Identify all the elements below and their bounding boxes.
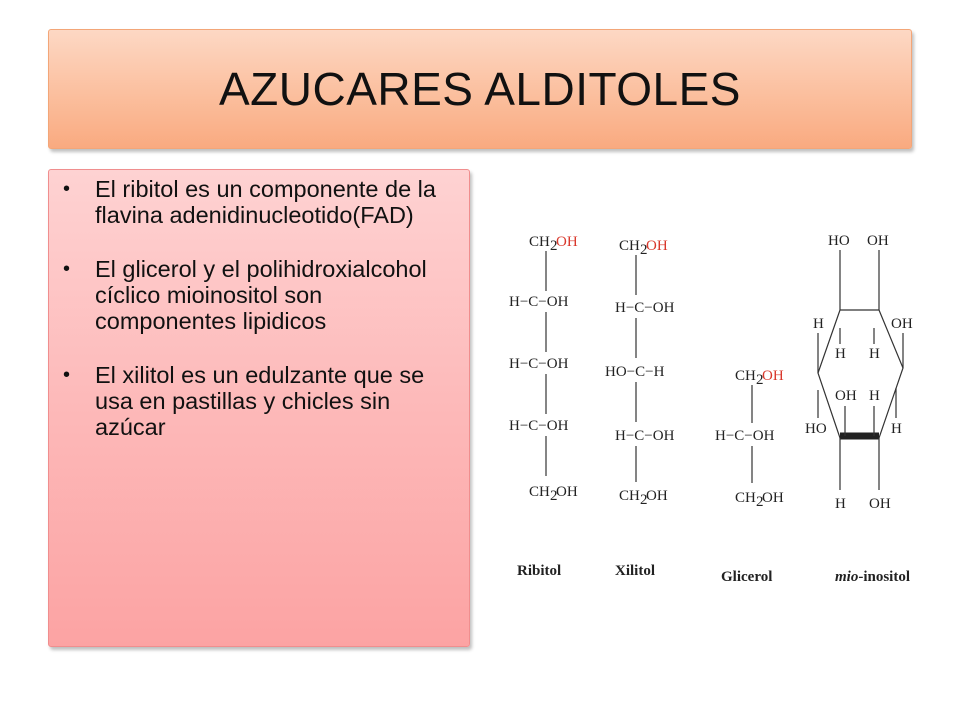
ribitol-c3: H−C−OH xyxy=(509,356,569,372)
alditol-structures-figure xyxy=(495,178,925,598)
xilitol-top-sub: 2 xyxy=(640,242,648,258)
ribitol-top-sub: 2 xyxy=(550,238,558,254)
xilitol-top-ch2: CH xyxy=(619,238,640,254)
ribitol-label: Ribitol xyxy=(517,563,562,579)
glicerol-c2: H−C−OH xyxy=(715,428,775,444)
xilitol-bottom-oh: OH xyxy=(646,488,668,504)
xilitol-bottom-ch2: CH xyxy=(619,488,640,504)
bullet-icon: • xyxy=(63,178,71,200)
bullet-item-xilitol xyxy=(59,362,455,440)
structures-svg xyxy=(495,178,925,598)
bullet-icon: • xyxy=(63,258,71,280)
mio-inositol-structure xyxy=(805,233,913,585)
xilitol-top-oh: OH xyxy=(646,238,668,254)
inositol-bottom-oh: OH xyxy=(869,496,891,512)
glicerol-label: Glicerol xyxy=(721,569,773,585)
xilitol-c4: H−C−OH xyxy=(615,428,675,444)
inositol-bottom-h: H xyxy=(835,496,846,512)
ribitol-c4: H−C−OH xyxy=(509,418,569,434)
bullet-text: El xilitol es un edulzante que se usa en pastillas y chicles sin azúcar xyxy=(95,362,425,440)
glicerol-bottom-oh: OH xyxy=(762,490,784,506)
ribitol-bottom-oh: OH xyxy=(556,484,578,500)
inositol-lower-ho: HO xyxy=(805,421,827,437)
ribitol-bottom-ch2: CH xyxy=(529,484,550,500)
inositol-label-prefix: mio xyxy=(835,569,859,585)
inositol-left-h: H xyxy=(813,316,824,332)
ribitol-c2: H−C−OH xyxy=(509,294,569,310)
slide-title: AZUCARES ALDITOLES xyxy=(219,63,741,115)
xilitol-structure xyxy=(605,238,675,579)
bullet-item-ribitol xyxy=(59,176,455,228)
xilitol-label: Xilitol xyxy=(615,563,655,579)
inositol-right-oh: OH xyxy=(891,316,913,332)
inositol-top-oh: OH xyxy=(867,233,889,249)
xilitol-c2: H−C−OH xyxy=(615,300,675,316)
glicerol-structure xyxy=(715,368,784,585)
glicerol-top-oh: OH xyxy=(762,368,784,384)
ribitol-top-oh: OH xyxy=(556,234,578,250)
bullet-icon: • xyxy=(63,364,71,386)
inositol-lower-h: H xyxy=(891,421,902,437)
glicerol-bottom-sub: 2 xyxy=(756,494,764,510)
bullet-text: El glicerol y el polihidroxialcohol cíclico mioinositol son componentes lipidicos xyxy=(95,256,427,334)
inositol-inner-h3: H xyxy=(869,388,880,404)
xilitol-c3: HO−C−H xyxy=(605,364,665,380)
ribitol-top-ch2: CH xyxy=(529,234,550,250)
inositol-inner-h1: H xyxy=(835,346,846,362)
glicerol-top-sub: 2 xyxy=(756,372,764,388)
content-box xyxy=(48,169,470,647)
bullet-text: El ribitol es un componente de la flavina adenidinucleotido(FAD) xyxy=(95,176,436,228)
glicerol-top-ch2: CH xyxy=(735,368,756,384)
ribitol-bottom-sub: 2 xyxy=(550,488,558,504)
title-box xyxy=(48,29,912,149)
inositol-inner-h2: H xyxy=(869,346,880,362)
inositol-label-suffix: -inositol xyxy=(858,569,911,585)
inositol-top-ho: HO xyxy=(828,233,850,249)
inositol-label xyxy=(835,569,910,585)
bullet-item-glicerol xyxy=(59,256,455,334)
glicerol-bottom-ch2: CH xyxy=(735,490,756,506)
xilitol-bottom-sub: 2 xyxy=(640,492,648,508)
ribitol-structure xyxy=(509,234,578,579)
inositol-inner-oh: OH xyxy=(835,388,857,404)
bullet-list xyxy=(59,176,455,440)
